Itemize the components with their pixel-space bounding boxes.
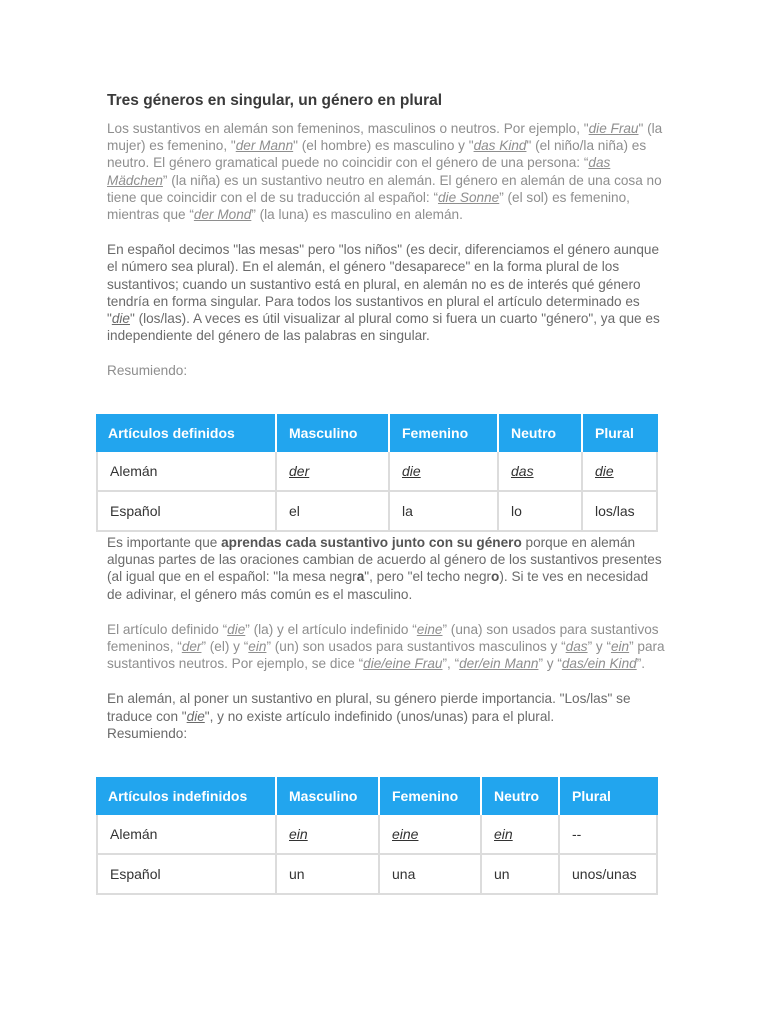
text: ”.: [636, 656, 646, 672]
link-die-plural[interactable]: die: [595, 463, 614, 479]
table-header-row: [96, 777, 658, 815]
text: porque en alemán algunas partes de las oraciones cambian de acuerdo al género de los sustantivos presentes (al igual que en el español: "la mesa negr: [107, 535, 662, 585]
table-cell: [482, 815, 560, 855]
text: ” (un) son usados para sustantivos masculinos y “: [266, 639, 566, 655]
text: ). Si te ves en necesidad de adivinar, el género más común es el masculino.: [107, 569, 649, 602]
link-eine[interactable]: eine: [392, 826, 419, 842]
text: ” (la luna) es masculino en alemán.: [251, 207, 463, 223]
table-cell: los/las: [583, 492, 658, 532]
table-cell: [277, 815, 380, 855]
text: El artículo definido “: [107, 621, 228, 637]
link-die[interactable]: die: [227, 621, 246, 637]
column-header: Masculino: [277, 414, 390, 452]
text: ” (la niña) es un sustantivo neutro en alemán. El género en alemán de una cosa no tiene que coincidir con el de su traducción al español: “: [107, 172, 662, 205]
column-header: Plural: [560, 777, 658, 815]
column-header: Plural: [583, 414, 658, 452]
text: ” y “: [538, 656, 562, 672]
text: ” para sustantivos neutros. Por ejemplo, se dice “: [107, 639, 665, 672]
text: ” (una) son usados para sustantivos femeninos, “: [107, 621, 659, 655]
column-header: Artículos definidos: [96, 414, 277, 452]
resumiendo-label: Resumiendo:: [107, 363, 188, 379]
resumiendo-label: Resumiendo:: [107, 725, 188, 741]
article-content: [107, 92, 667, 380]
link-der-mond[interactable]: der Mond: [193, 207, 252, 223]
paragraph-importance: [107, 534, 667, 603]
text: " (el hombre) es masculino y ": [293, 138, 474, 154]
link-die[interactable]: die: [186, 708, 205, 724]
table-cell: Alemán: [96, 815, 277, 855]
text: ", pero "el techo negr: [364, 569, 492, 585]
link-ein[interactable]: ein: [289, 826, 308, 842]
table-row: [96, 855, 658, 895]
article-content-lower: [107, 534, 667, 742]
table-header-row: [96, 414, 658, 452]
table-cell: Español: [96, 855, 277, 895]
link-die-frau[interactable]: die Frau: [588, 121, 639, 136]
column-header: Artículos indefinidos: [96, 777, 277, 815]
table-cell: Español: [96, 492, 277, 532]
text: " (los/las). A veces es útil visualizar al plural como si fuera un cuarto "género", ya que es independiente del género de las palabras en singular.: [107, 311, 660, 344]
table-cell: la: [390, 492, 499, 532]
bold-text: o: [491, 569, 500, 585]
link-das-madchen[interactable]: das Mädchen: [107, 155, 611, 188]
column-header: Masculino: [277, 777, 380, 815]
link-der-mann[interactable]: der Mann: [235, 138, 294, 154]
text: ”, “: [442, 656, 460, 672]
column-header: Neutro: [482, 777, 560, 815]
definite-articles-table: [96, 414, 658, 532]
indefinite-articles-table: [96, 777, 658, 895]
text: En alemán, al poner un sustantivo en plural, su género pierde importancia. "Los/las" se traduce con ": [107, 691, 631, 724]
text: " (el niño/la niña) es neutro. El género gramatical puede no coincidir con el género de una persona: “: [107, 138, 647, 171]
table-cell: [390, 452, 499, 492]
column-header: Femenino: [380, 777, 482, 815]
link-das[interactable]: das: [565, 639, 588, 655]
link-ein[interactable]: ein: [248, 639, 267, 655]
text: ” (el) y “: [201, 639, 249, 655]
text: Es importante que: [107, 535, 222, 550]
text: ” (la) y el artículo indefinido “: [245, 621, 417, 637]
table-cell: [499, 452, 583, 492]
link-ein[interactable]: ein: [610, 639, 630, 655]
table-row: [96, 452, 658, 492]
link-eine[interactable]: eine: [416, 621, 443, 637]
link-das[interactable]: das: [511, 463, 534, 479]
paragraph-plural-indefinite: [107, 690, 667, 742]
link-die[interactable]: die: [111, 311, 130, 327]
table-cell: [380, 815, 482, 855]
table-row: [96, 492, 658, 532]
table-cell: el: [277, 492, 390, 532]
table-cell: unos/unas: [560, 855, 658, 895]
table-cell: un: [277, 855, 380, 895]
table-cell: --: [560, 815, 658, 855]
table-cell: [583, 452, 658, 492]
link-das-ein-kind[interactable]: das/ein Kind: [561, 656, 637, 672]
text: ” y “: [587, 639, 611, 655]
link-die[interactable]: die: [402, 463, 421, 479]
bold-text: aprendas cada sustantivo junto con su género: [221, 535, 522, 550]
table-cell: Alemán: [96, 452, 277, 492]
table-cell: [277, 452, 390, 492]
table-cell: una: [380, 855, 482, 895]
link-der-ein-mann[interactable]: der/ein Mann: [459, 656, 539, 672]
table-row: [96, 815, 658, 855]
link-der[interactable]: der: [181, 639, 202, 655]
text: " (la mujer) es femenino, ": [107, 121, 663, 154]
paragraph-intro: [107, 120, 667, 223]
table-cell: un: [482, 855, 560, 895]
link-die-sonne[interactable]: die Sonne: [437, 189, 500, 205]
text: ” (el sol) es femenino, mientras que “: [107, 189, 630, 223]
paragraph-articles: [107, 621, 667, 673]
text: ", y no existe artículo indefinido (unos/unas) para el plural.: [204, 708, 555, 724]
link-das-kind[interactable]: das Kind: [473, 138, 527, 154]
column-header: Neutro: [499, 414, 583, 452]
table-cell: lo: [499, 492, 583, 532]
bold-text: a: [356, 569, 365, 585]
column-header: Femenino: [390, 414, 499, 452]
text: Los sustantivos en alemán son femeninos, masculinos o neutros. Por ejemplo, ": [107, 121, 589, 136]
paragraph-plural: [107, 241, 667, 344]
link-ein-neutral[interactable]: ein: [494, 826, 513, 842]
link-der[interactable]: der: [289, 463, 310, 479]
text: En español decimos "las mesas" pero "los niños" (es decir, diferenciamos el género aunque el número sea plural). En el alemán, el género "desaparece" en la forma plural de los sustantivos; cuando un sustantivo está en plural, en alemán no es de interés qué género tendría en forma singular. Para todos los sustantivos en plural el artículo determinado es ": [107, 242, 660, 327]
section-heading: Tres géneros en singular, un género en plural: [107, 92, 443, 109]
link-die-eine-frau[interactable]: die/eine Frau: [363, 656, 443, 672]
